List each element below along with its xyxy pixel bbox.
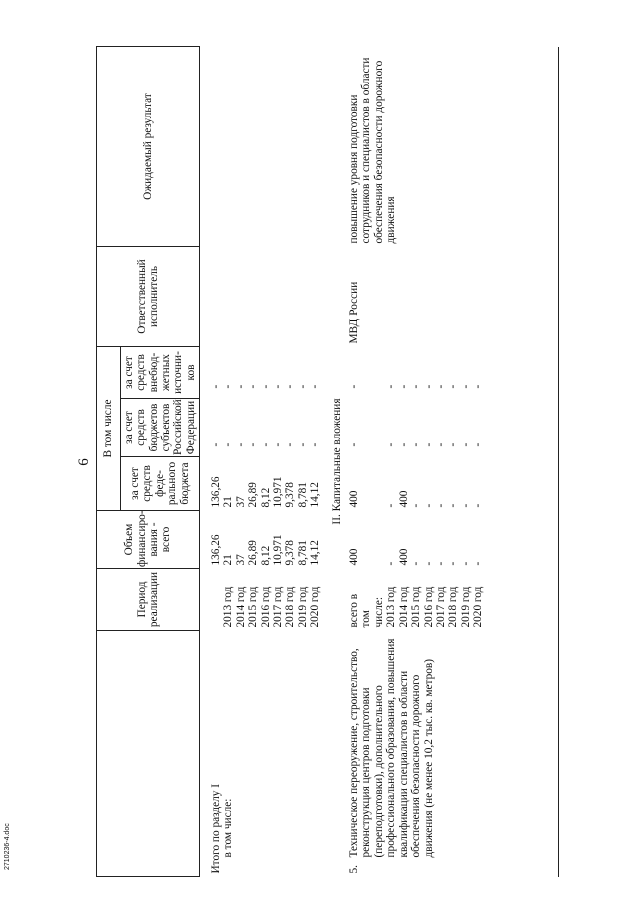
year-label: 2016 год: [422, 586, 435, 628]
federal-cell: [200, 457, 323, 511]
volume-value: -: [472, 561, 485, 566]
table-row-item5: [347, 46, 485, 876]
volume-value: 26,89: [247, 540, 260, 566]
federal-value: 37: [234, 496, 247, 508]
section1-total-label: Итого по разделу I: [210, 784, 222, 874]
regional-value: -: [397, 442, 410, 447]
extra-value: -: [397, 384, 410, 389]
federal-value: -: [459, 503, 472, 508]
header-including: В том числе: [97, 346, 121, 510]
regional-value: -: [385, 442, 398, 447]
executor-cell: МВД России: [348, 281, 361, 344]
table-header: [97, 46, 200, 876]
program-table: [96, 46, 486, 877]
volume-value: 8,781: [296, 540, 309, 566]
regional-value: -: [284, 442, 297, 447]
regional-total: -: [348, 442, 361, 447]
table-row-section-title: [323, 46, 347, 876]
header-executor: Ответственный исполнитель: [97, 246, 200, 346]
federal-value: 21: [222, 496, 235, 508]
extra-total: -: [348, 384, 361, 389]
extra-value: -: [222, 384, 235, 389]
extra-value: -: [284, 384, 297, 389]
item5-description: [347, 631, 485, 877]
bottom-rule: [558, 47, 559, 877]
period-cell: [200, 569, 323, 631]
footer: [4, 823, 16, 910]
extra-value: -: [259, 384, 272, 389]
volume-value: -: [410, 561, 423, 566]
regional-value: -: [247, 442, 260, 447]
regional-value: -: [434, 442, 447, 447]
extra-value: -: [272, 384, 285, 389]
regional-value: -: [222, 442, 235, 447]
regional-value: -: [234, 442, 247, 447]
page-number: 6: [76, 458, 92, 466]
extra-value: -: [247, 384, 260, 389]
year-label: 2019 год: [296, 586, 309, 628]
regional-value: -: [210, 442, 222, 447]
volume-value: 8,12: [259, 545, 272, 566]
federal-value: 26,89: [247, 482, 260, 508]
volume-value: 21: [222, 554, 235, 566]
extra-value: -: [422, 384, 435, 389]
year-label: 2019 год: [459, 586, 472, 628]
extra-value: -: [210, 384, 222, 389]
year-label: 2017 год: [434, 586, 447, 628]
extra-value: -: [459, 384, 472, 389]
extra-value: -: [434, 384, 447, 389]
result-cell: повышение уровня подготовки сотрудников и специалистов в области обеспечения безопасности дорожного движения: [348, 57, 398, 244]
header-period: Период реализации: [97, 569, 200, 631]
item5-text: Техническое переоружение, строительство, реконструкция центров подготовки (переподготовки), дополнительного профессионального образования, повышения квалификации специалистов в области обеспечения безопасности дорожного движения (не менее 10,2 тыс. кв. метров): [348, 638, 435, 858]
header-federal: за счет средств феде- рального бюджета: [121, 457, 200, 511]
volume-value: 14,12: [309, 540, 322, 566]
federal-value: -: [434, 503, 447, 508]
federal-cell: [347, 457, 485, 511]
year-label: 2014 год: [397, 586, 410, 628]
section2-title: II. Капитальные вложения: [330, 398, 343, 525]
regional-value: -: [447, 442, 460, 447]
extra-value: -: [296, 384, 309, 389]
period-cell: [347, 569, 485, 631]
federal-value: 8,12: [259, 487, 272, 508]
extra-value: -: [447, 384, 460, 389]
header-volume: Объем финансиро- вания - всего: [97, 511, 200, 569]
year-label: 2018 год: [447, 586, 460, 628]
extra-cell: [347, 346, 485, 398]
header-extra: за счет средств внебюд- жетных источни- ков: [121, 346, 200, 398]
regional-value: -: [410, 442, 423, 447]
federal-value: -: [422, 503, 435, 508]
volume-cell: [200, 511, 323, 569]
federal-value: -: [447, 503, 460, 508]
volume-value: 10,971: [272, 534, 285, 566]
federal-value: 9,378: [284, 482, 297, 508]
year-label: 2014 год: [234, 586, 247, 628]
regional-value: -: [472, 442, 485, 447]
year-label: 2017 год: [272, 586, 285, 628]
federal-total: 400: [348, 490, 361, 508]
table-body: [200, 46, 486, 876]
regional-value: -: [259, 442, 272, 447]
extra-cell: [200, 346, 323, 398]
regional-cell: [347, 399, 485, 457]
year-label: 2015 год: [247, 586, 260, 628]
table-row-section1-total: [200, 46, 323, 876]
section1-total-sublabel: в том числе:: [222, 798, 235, 858]
year-label: 2015 год: [410, 586, 423, 628]
regional-cell: [200, 399, 323, 457]
row-label: [200, 631, 323, 877]
volume-value: 400: [397, 548, 410, 566]
result-cell: [200, 46, 323, 246]
volume-value: -: [447, 561, 460, 566]
federal-value: 14,12: [309, 482, 322, 508]
volume-value: 37: [234, 554, 247, 566]
federal-value: -: [385, 503, 398, 508]
volume-cell: [347, 511, 485, 569]
regional-value: -: [309, 442, 322, 447]
year-label: 2018 год: [284, 586, 297, 628]
federal-value: 8,781: [296, 482, 309, 508]
executor-cell: [200, 246, 323, 346]
volume-value: 9,378: [284, 540, 297, 566]
volume-value: -: [459, 561, 472, 566]
year-label: 2013 год: [222, 586, 235, 628]
regional-value: -: [296, 442, 309, 447]
volume-value: -: [434, 561, 447, 566]
federal-value: 400: [397, 490, 410, 508]
rotated-table-sheet: [72, 47, 564, 877]
header-regional: за счет средств бюджетов субъектов Российской Федерации: [121, 399, 200, 457]
volume-value: 136,26: [210, 534, 222, 566]
regional-value: -: [272, 442, 285, 447]
extra-value: -: [385, 384, 398, 389]
extra-value: -: [234, 384, 247, 389]
year-label: 2020 год: [472, 586, 485, 628]
footer-code: 2710236-4.doc: [4, 823, 11, 870]
header-result: Ожидаемый результат: [97, 46, 200, 246]
regional-value: -: [422, 442, 435, 447]
year-label: 2013 год: [385, 586, 398, 628]
year-label: 2020 год: [309, 586, 322, 628]
federal-value: -: [472, 503, 485, 508]
federal-value: 136,26: [210, 476, 222, 508]
federal-value: 10,971: [272, 476, 285, 508]
extra-value: -: [410, 384, 423, 389]
extra-value: -: [472, 384, 485, 389]
year-label: 2016 год: [259, 586, 272, 628]
volume-total: 400: [348, 548, 361, 566]
federal-value: -: [410, 503, 423, 508]
regional-value: -: [459, 442, 472, 447]
item5-number: 5.: [348, 865, 361, 874]
extra-value: -: [309, 384, 322, 389]
volume-value: -: [385, 561, 398, 566]
header-description: [97, 631, 200, 877]
period-head: всего в том числе:: [348, 593, 385, 628]
volume-value: -: [422, 561, 435, 566]
